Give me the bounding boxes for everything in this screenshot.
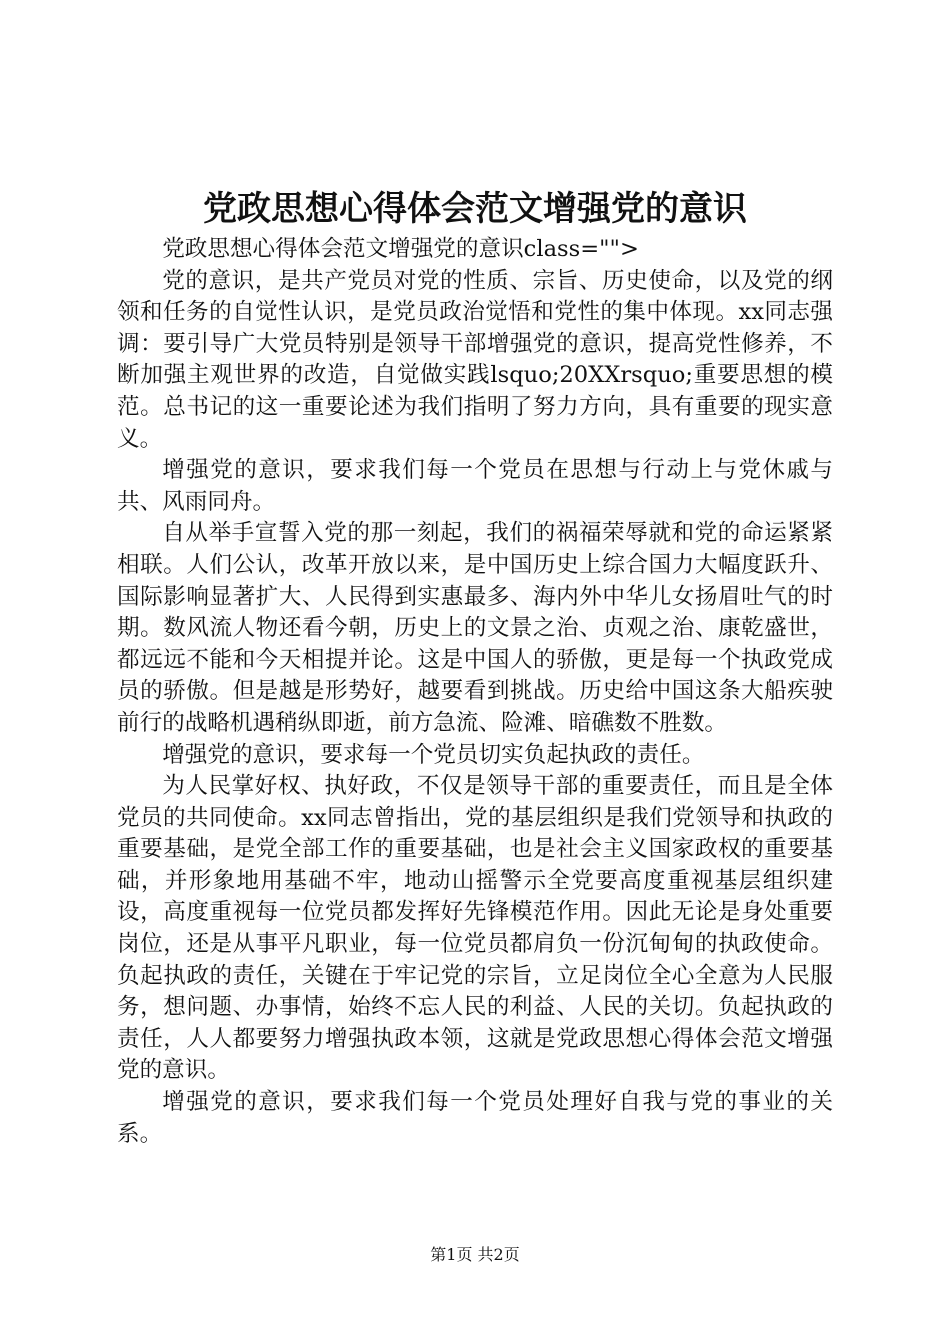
document-subtitle: 党政思想心得体会范文增强党的意识class=""> bbox=[162, 236, 639, 262]
document-title: 党政思想心得体会范文增强党的意识 bbox=[203, 189, 747, 229]
page-footer: 第1页 共2页 bbox=[430, 1245, 520, 1264]
document-body bbox=[117, 234, 833, 1150]
paragraph: 增强党的意识，要求每一个党员切实负起执政的责任。 bbox=[162, 741, 705, 768]
paragraph: 党的意识，是共产党员对党的性质、宗旨、历史使命，以及党的纲领和任务的自觉性认识，是党员政治觉悟和党性的集中体现。xx同志强调：要引导广大党员特别是领导干部增强党的意识，提高党性修养，不断加强主观世界的改造，自觉做实践lsquo;20XXrsquo;重要思想的模范。总书记的这一重要论述为我们指明了努力方向，具有重要的现实意义。 bbox=[117, 267, 833, 452]
paragraph: 自从举手宣誓入党的那一刻起，我们的祸福荣辱就和党的命运紧紧相联。人们公认，改革开放以来，是中国历史上综合国力大幅度跃升、国际影响显著扩大、人民得到实惠最多、海内外中华儿女扬眉吐气的时期。数风流人物还看今朝，历史上的文景之治、贞观之治、康乾盛世，都远远不能和今天相提并论。这是中国人的骄傲，更是每一个执政党成员的骄傲。但是越是形势好，越要看到挑战。历史给中国这条大船疾驶前行的战略机遇稍纵即逝，前方急流、险滩、暗礁数不胜数。 bbox=[117, 520, 833, 736]
paragraph: 增强党的意识，要求我们每一个党员处理好自我与党的事业的关系。 bbox=[117, 1089, 833, 1147]
paragraph: 增强党的意识，要求我们每一个党员在思想与行动上与党休戚与共、风雨同舟。 bbox=[117, 457, 833, 515]
paragraph: 为人民掌好权、执好政，不仅是领导干部的重要责任，而且是全体党员的共同使命。xx同志曾指出，党的基层组织是我们党领导和执政的重要基础，是党全部工作的重要基础，也是社会主义国家政权的重要基础，并形象地用基础不牢，地动山摇警示全党要高度重视基层组织建设，高度重视每一位党员都发挥好先锋模范作用。因此无论是身处重要岗位，还是从事平凡职业，每一位党员都肩负一份沉甸甸的执政使命。负起执政的责任，关键在于牢记党的宗旨，立足岗位全心全意为人民服务，想问题、办事情，始终不忘人民的利益、人民的关切。负起执政的责任，人人都要努力增强执政本领，这就是党政思想心得体会范文增强党的意识。 bbox=[117, 773, 833, 1084]
